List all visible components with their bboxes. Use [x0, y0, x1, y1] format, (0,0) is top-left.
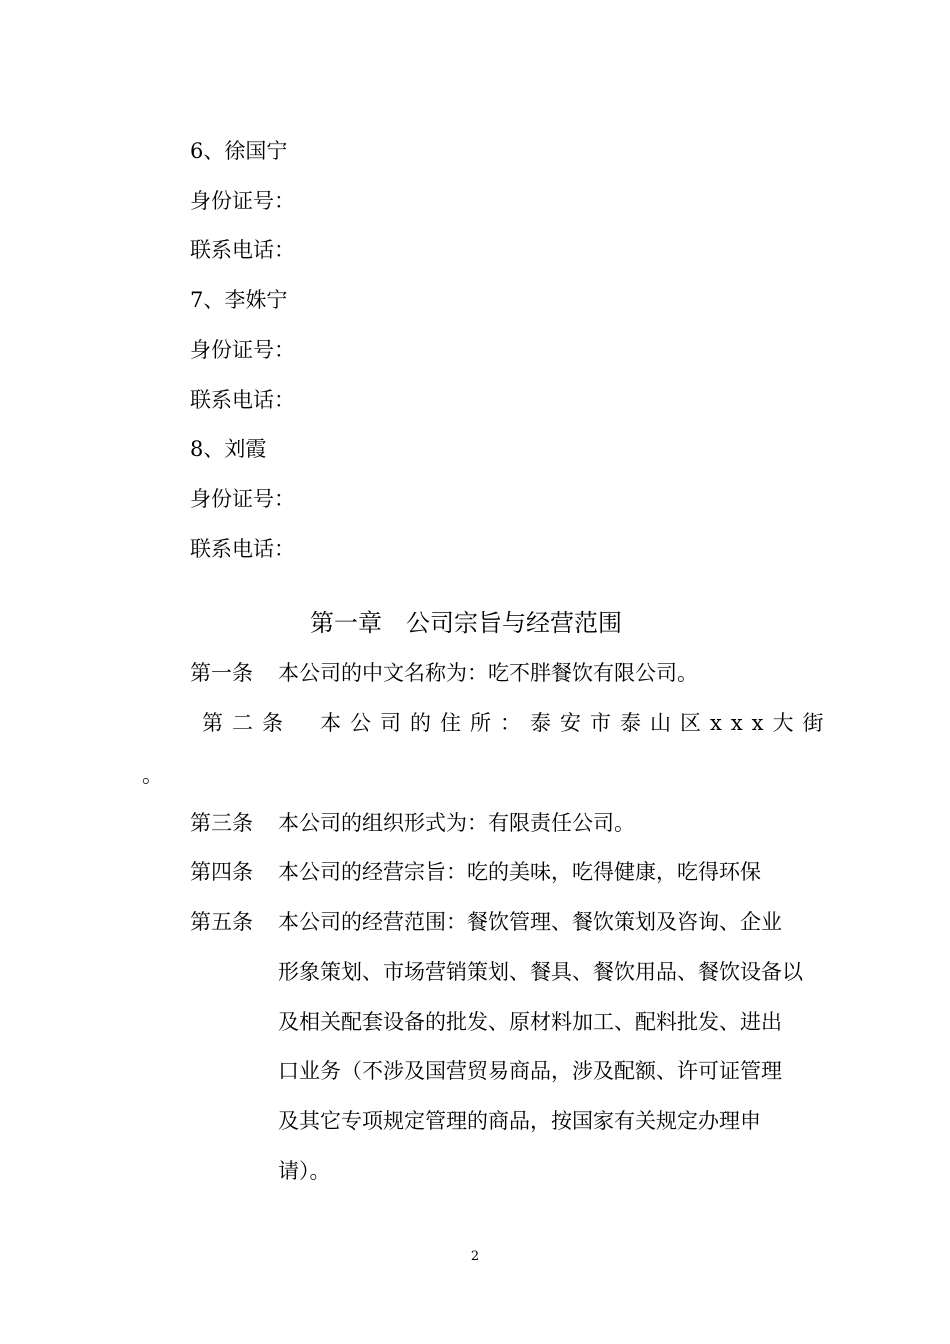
article-2-label: 第二条: [202, 711, 292, 735]
article-4-label: 第四条: [190, 860, 253, 884]
article-2-text: 本公司的住所：泰安市泰山区xxx大街: [320, 711, 833, 735]
person-6-id-label: 身份证号：: [190, 189, 295, 213]
article-2: [202, 708, 833, 738]
article-5-line-6: 请）。: [278, 1159, 331, 1183]
article-4: [190, 857, 761, 887]
article-5-line-4: 口业务（不涉及国营贸易商品，涉及配额、许可证管理: [278, 1059, 782, 1083]
article-1-label: 第一条: [190, 661, 253, 685]
article-1: [190, 658, 698, 688]
person-6-phone-label: 联系电话：: [190, 238, 295, 262]
person-8-id-label: 身份证号：: [190, 487, 295, 511]
page-number: 2: [470, 1249, 480, 1264]
person-8-phone-label: 联系电话：: [190, 537, 295, 561]
person-7-heading: 7、李姝宁: [190, 288, 288, 312]
article-1-text: 本公司的中文名称为：吃不胖餐饮有限公司。: [278, 661, 698, 685]
chapter-title: 第一章 公司宗旨与经营范围: [310, 609, 622, 637]
article-5-line-1: 本公司的经营范围：餐饮管理、餐饮策划及咨询、企业: [278, 910, 782, 934]
article-5-line-3: 及相关配套设备的批发、原材料加工、配料批发、进出: [278, 1010, 782, 1034]
person-7-id-label: 身份证号：: [190, 338, 295, 362]
article-4-text: 本公司的经营宗旨：吃的美味，吃得健康，吃得环保: [278, 860, 761, 884]
article-5-line-2: 形象策划、市场营销策划、餐具、餐饮用品、餐饮设备以: [278, 960, 803, 984]
person-8-heading: 8、刘霞: [190, 437, 267, 461]
article-2-continuation: 。: [142, 763, 163, 787]
article-3-label: 第三条: [190, 811, 253, 835]
article-3-text: 本公司的组织形式为：有限责任公司。: [278, 811, 635, 835]
article-3: [190, 808, 635, 838]
person-7-phone-label: 联系电话：: [190, 388, 295, 412]
article-5-line-5: 及其它专项规定管理的商品，按国家有关规定办理申: [278, 1109, 761, 1133]
article-5-label: 第五条: [190, 910, 253, 934]
person-6-heading: 6、徐国宁: [190, 139, 288, 163]
